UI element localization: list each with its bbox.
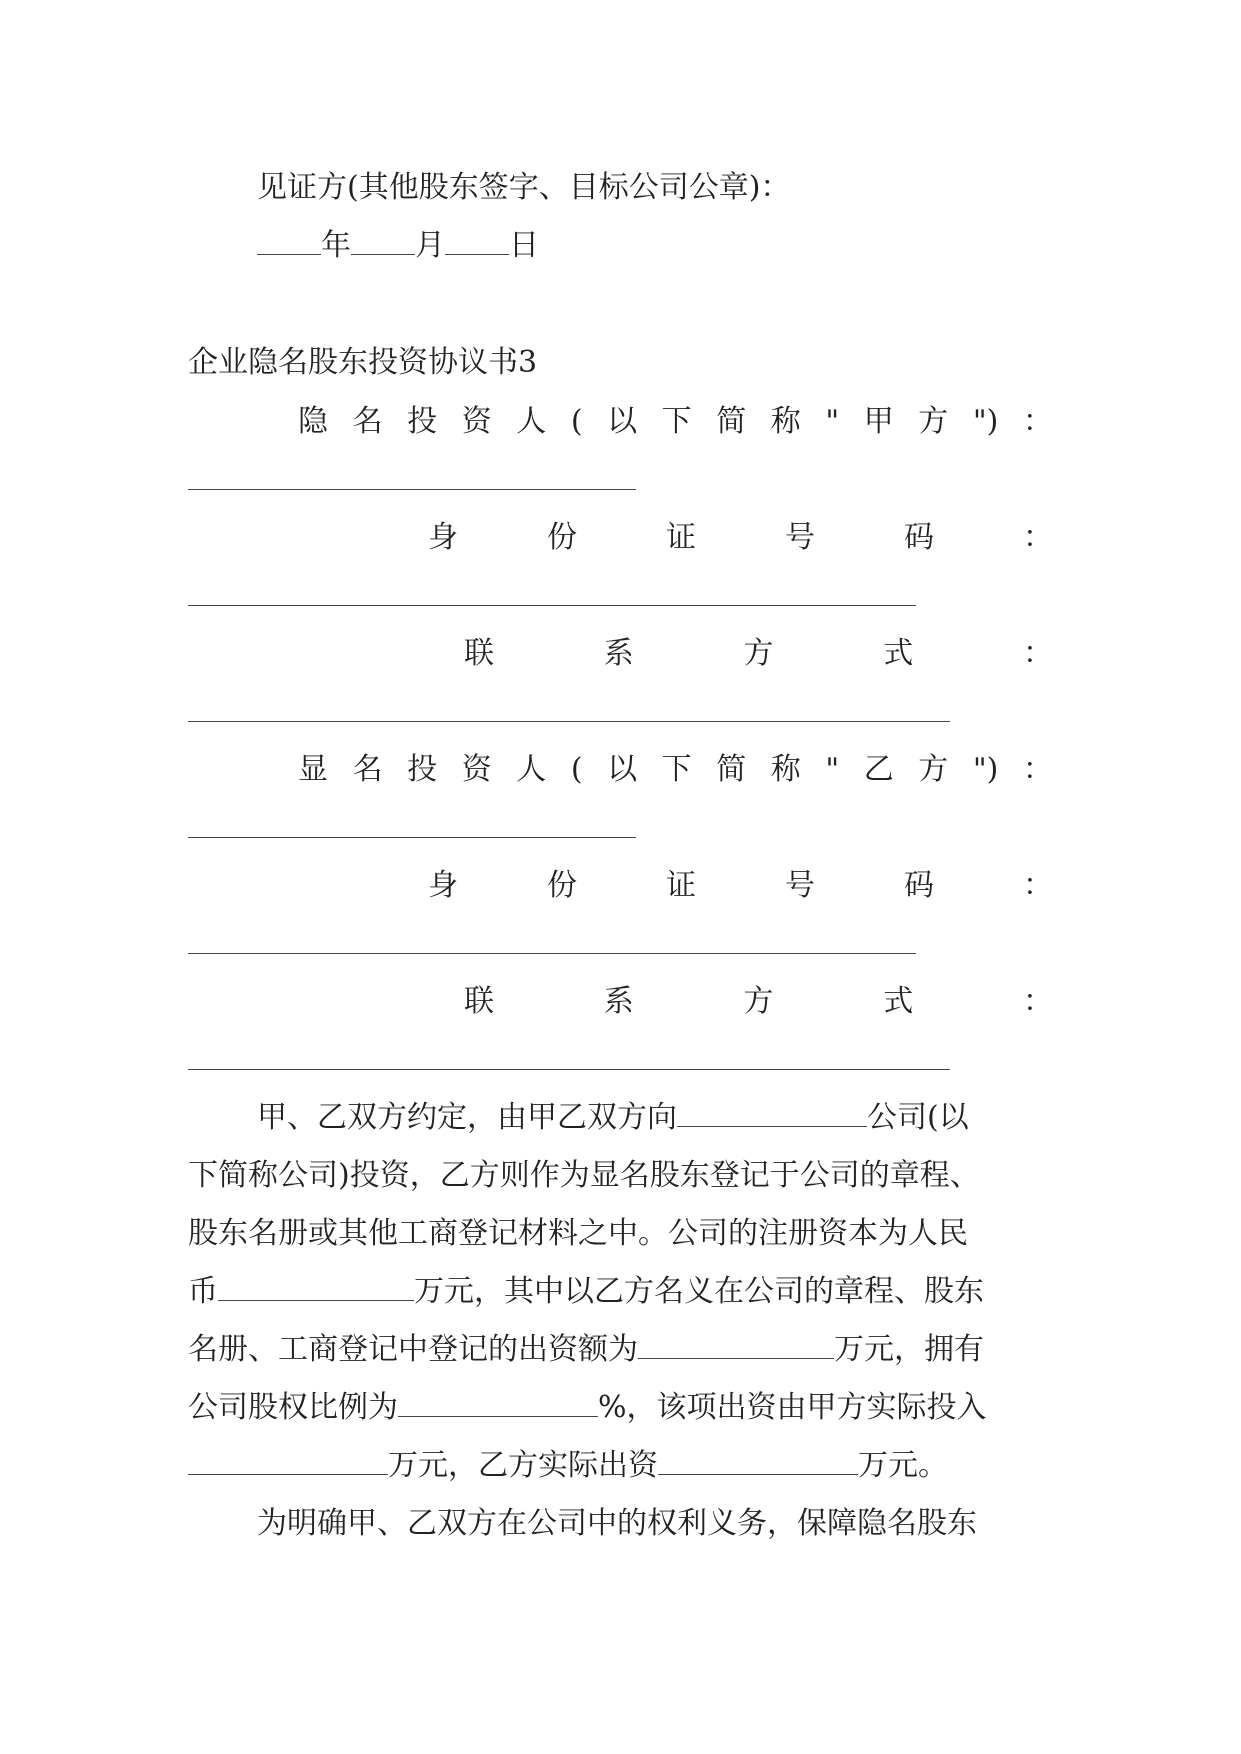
body-line-3: 股东名册或其他工商登记材料之中。公司的注册资本为人民	[188, 1216, 968, 1251]
year-label: 年	[321, 228, 351, 263]
day-label: 日	[509, 228, 539, 263]
witness-label: 见证方(其他股东签字、目标公司公章)：	[257, 170, 791, 205]
body-line-2: 下简称公司)投资，乙方则作为显名股东登记于公司的章程、	[188, 1158, 980, 1193]
party-b-name-blank	[188, 837, 636, 838]
document-heading: 企业隐名股东投资协议书3	[188, 345, 538, 380]
month-label: 月	[415, 228, 445, 263]
party-b-investment-blank	[658, 1448, 858, 1475]
body-line-8: 为明确甲、乙双方在公司中的权利义务，保障隐名股东	[257, 1506, 977, 1541]
party-a-contact-blank	[188, 721, 950, 722]
body-line-1: 甲、乙双方约定，由甲乙双方向 公司(以	[257, 1100, 969, 1135]
party-a-id-blank	[188, 605, 916, 606]
body-line-5: 名册、工商登记中登记的出资额为 万元，拥有	[188, 1332, 984, 1367]
body-line-4: 币 万元，其中以乙方名义在公司的章程、股东	[188, 1274, 984, 1309]
party-b-contact-blank	[188, 1069, 950, 1070]
party-a-name-blank	[188, 489, 636, 490]
party-b-contact-line: 联 系 方 式 ：	[464, 984, 1053, 1019]
party-b-id-line: 身 份 证 号 码 ：	[428, 868, 1053, 903]
party-a-name-line: 隐 名 投 资 人 ( 以 下 简 称 " 甲 方 ") ：	[298, 404, 1053, 439]
witness-date	[257, 226, 539, 266]
party-a-id-line: 身 份 证 号 码 ：	[428, 520, 1053, 555]
company-blank	[677, 1100, 867, 1127]
body-line-6: 公司股权比例为 %，该项出资由甲方实际投入	[188, 1390, 987, 1425]
party-b-name-line: 显 名 投 资 人 ( 以 下 简 称 " 乙 方 ") ：	[298, 752, 1053, 787]
party-a-investment-blank	[188, 1448, 388, 1475]
registered-capital-blank	[218, 1274, 414, 1301]
equity-ratio-blank	[398, 1390, 598, 1417]
contribution-blank	[638, 1332, 834, 1359]
party-a-contact-line: 联 系 方 式 ：	[464, 636, 1053, 671]
body-line-7: 万元，乙方实际出资 万元。	[188, 1446, 948, 1486]
party-b-id-blank	[188, 953, 916, 954]
